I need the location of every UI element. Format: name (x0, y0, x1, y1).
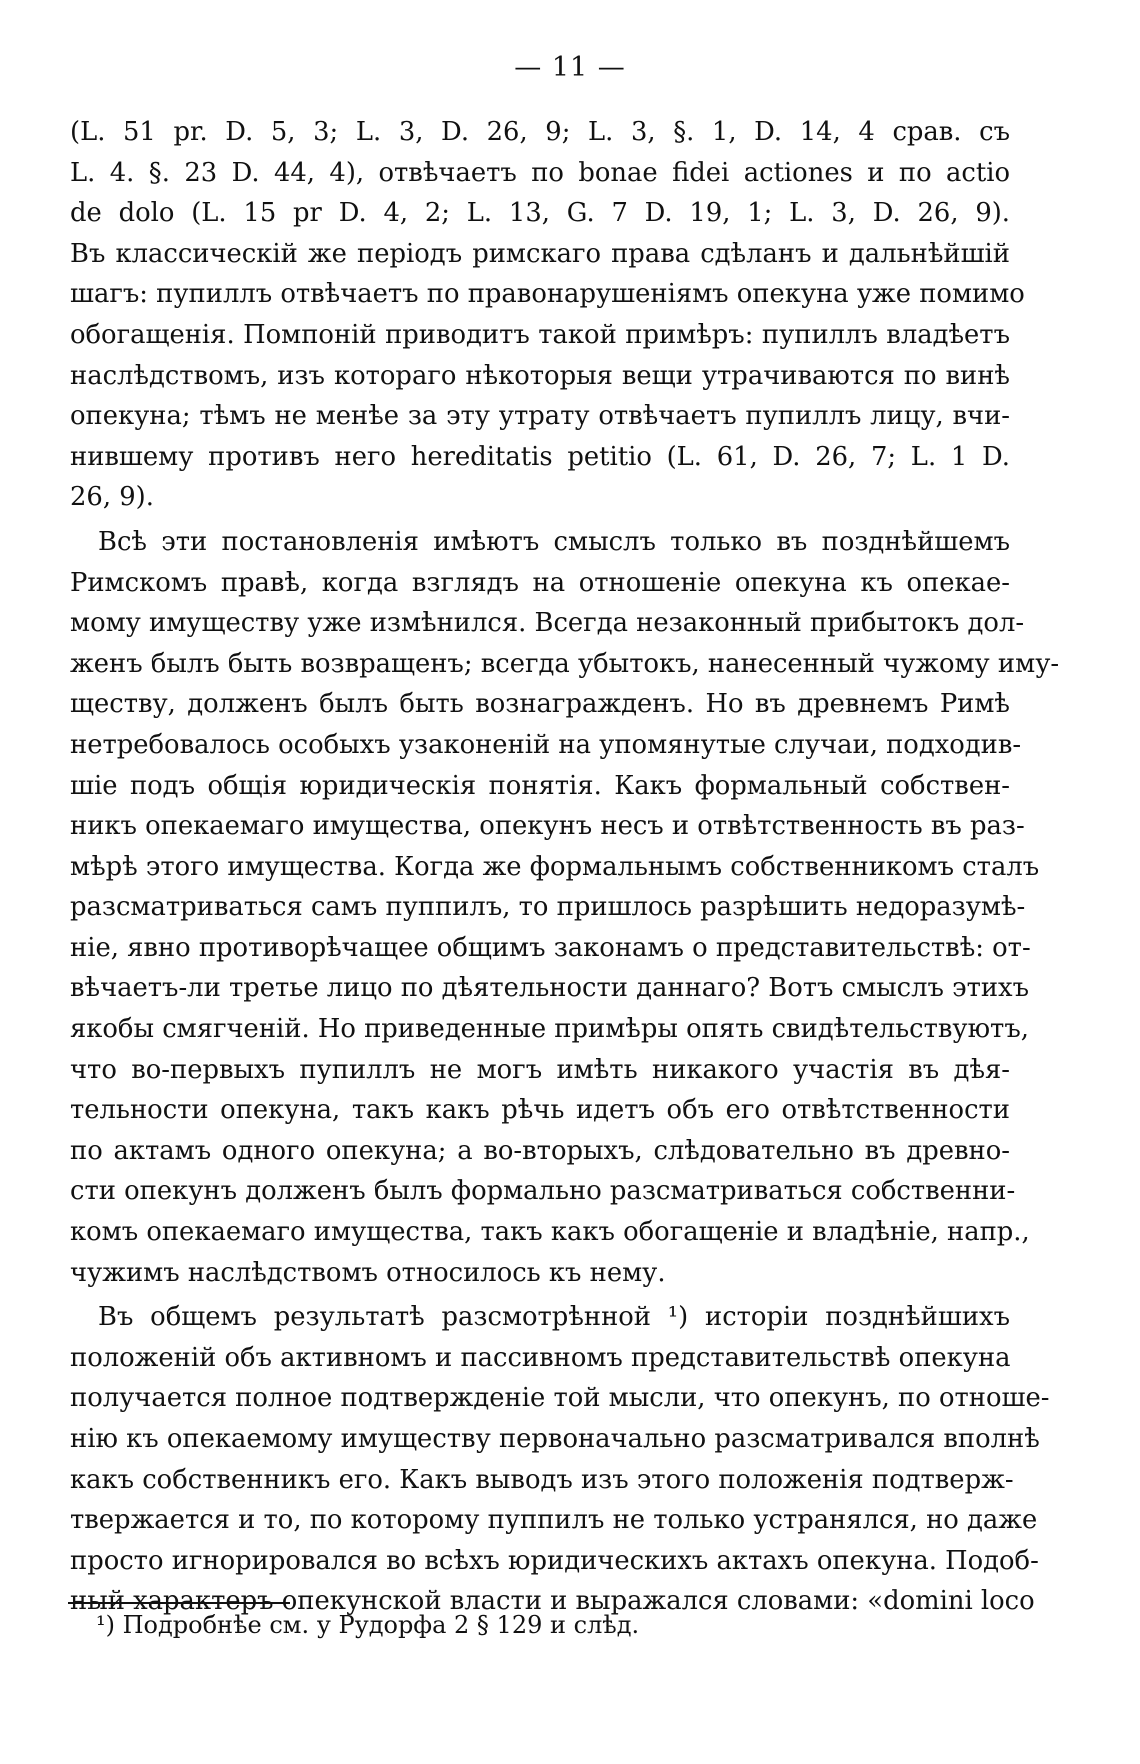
text-line: разсматриваться самъ пуппилъ, то пришлось разрѣшить недоразумѣ- (70, 892, 1026, 923)
text-line: тельности опекуна, такъ какъ рѣчь идетъ объ его отвѣтственности (70, 1095, 1010, 1126)
text-line: шіе подъ общія юридическія понятія. Какъ формальный собствен- (70, 770, 1010, 801)
text-line: L. 4. §. 23 D. 44, 4), отвѣчаетъ по bonae fidei actiones и по actio (70, 157, 1010, 188)
text-line: Всѣ эти постановленія имѣютъ смыслъ только въ позднѣйшемъ (98, 526, 1010, 557)
text-line: опекуна; тѣмъ не менѣе за эту утрату отвѣчаетъ пупиллъ лицу, вчи- (70, 401, 1010, 432)
text-line: мому имуществу уже измѣнился. Всегда незаконный прибытокъ дол- (70, 608, 1025, 639)
text-line: по актамъ одного опекуна; а во-вторыхъ, слѣдовательно въ древно- (70, 1135, 1010, 1166)
text-line: Въ общемъ результатѣ разсмотрѣнной ¹) исторіи позднѣйшихъ (98, 1302, 1010, 1333)
text-line: ществу, долженъ былъ быть вознагражденъ. Но въ древнемъ Римѣ (70, 689, 1010, 720)
text-line: какъ собственникъ его. Какъ выводъ изъ этого положенія подтверж- (70, 1464, 1014, 1495)
text-line: получается полное подтвержденіе той мысли, что опекунъ, по отноше- (70, 1383, 1050, 1414)
page-number: — 11 — (514, 52, 626, 83)
text-line: шагъ: пупиллъ отвѣчаетъ по правонарушеніямъ опекуна уже помимо (70, 279, 1025, 310)
text-line: обогащенія. Помпоній приводитъ такой примѣръ: пупиллъ владѣетъ (70, 319, 1010, 350)
text-line: Въ классическій же періодъ римскаго права сдѣланъ и дальнѣйшій (70, 238, 1010, 269)
text-line: наслѣдствомъ, изъ котораго нѣкоторыя вещи утрачиваются по винѣ (70, 360, 1010, 391)
text-line: нетребовалось особыхъ узаконеній на упомянутые случаи, подходив- (70, 729, 1022, 760)
text-line: комъ опекаемаго имущества, такъ какъ обогащеніе и владѣніе, напр., (70, 1217, 1030, 1248)
footnote: ¹) Подробнѣе см. у Рудорфа 2 § 129 и слѣд. (96, 1611, 640, 1639)
text-line: твержается и то, по которому пуппилъ не только устранялся, но даже (70, 1505, 1038, 1536)
paragraph-1 (70, 112, 1025, 518)
paragraph-3 (70, 1297, 1050, 1622)
body-text (70, 112, 1060, 1622)
paragraph-2 (70, 522, 1060, 1293)
text-line: никъ опекаемаго имущества, опекунъ несъ и отвѣтственность въ раз- (70, 811, 1025, 842)
text-line: положеній объ активномъ и пассивномъ представительствѣ опекуна (70, 1342, 1011, 1373)
text-line: мѣрѣ этого имущества. Когда же формальнымъ собственникомъ сталъ (70, 851, 1040, 882)
text-line: что во-первыхъ пупиллъ не могъ имѣть никакого участія въ дѣя- (70, 1054, 1010, 1085)
text-line: нію къ опекаемому имуществу первоначально разсматривался вполнѣ (70, 1424, 1040, 1454)
text-line: de dolo (L. 15 pr D. 4, 2; L. 13, G. 7 D. 19, 1; L. 3, D. 26, 9). (70, 198, 1010, 229)
text-line: нившему противъ него hereditatis petitio (L. 61, D. 26, 7; L. 1 D. (70, 441, 1010, 472)
text-line: ный характеръ опекунской власти и выражался словами: «domini loco (70, 1586, 1035, 1617)
text-line: ніе, явно противорѣчащее общимъ законамъ о представительствѣ: от- (70, 932, 1031, 963)
text-line: (L. 51 pr. D. 5, 3; L. 3, D. 26, 9; L. 3, §. 1, D. 14, 4 срав. съ (70, 117, 1010, 147)
text-line: чужимъ наслѣдствомъ относилось къ нему. (70, 1257, 666, 1288)
text-line: 26, 9). (70, 482, 154, 513)
text-line: сти опекунъ долженъ былъ формально разсматриваться собственни- (70, 1176, 1016, 1207)
text-line: просто игнорировался во всѣхъ юридическихъ актахъ опекуна. Подоб- (70, 1545, 1039, 1576)
text-line: Римскомъ правѣ, когда взглядъ на отношеніе опекуна къ опекае- (70, 567, 1010, 598)
text-line: вѣчаетъ-ли третье лицо по дѣятельности даннаго? Вотъ смыслъ этихъ (70, 973, 1029, 1004)
text-line: якобы смягченій. Но приведенные примѣры опять свидѣтельствуютъ, (70, 1014, 1029, 1045)
footnote-divider (68, 1602, 290, 1604)
text-line: женъ былъ быть возвращенъ; всегда убытокъ, нанесенный чужому иму- (70, 648, 1060, 679)
